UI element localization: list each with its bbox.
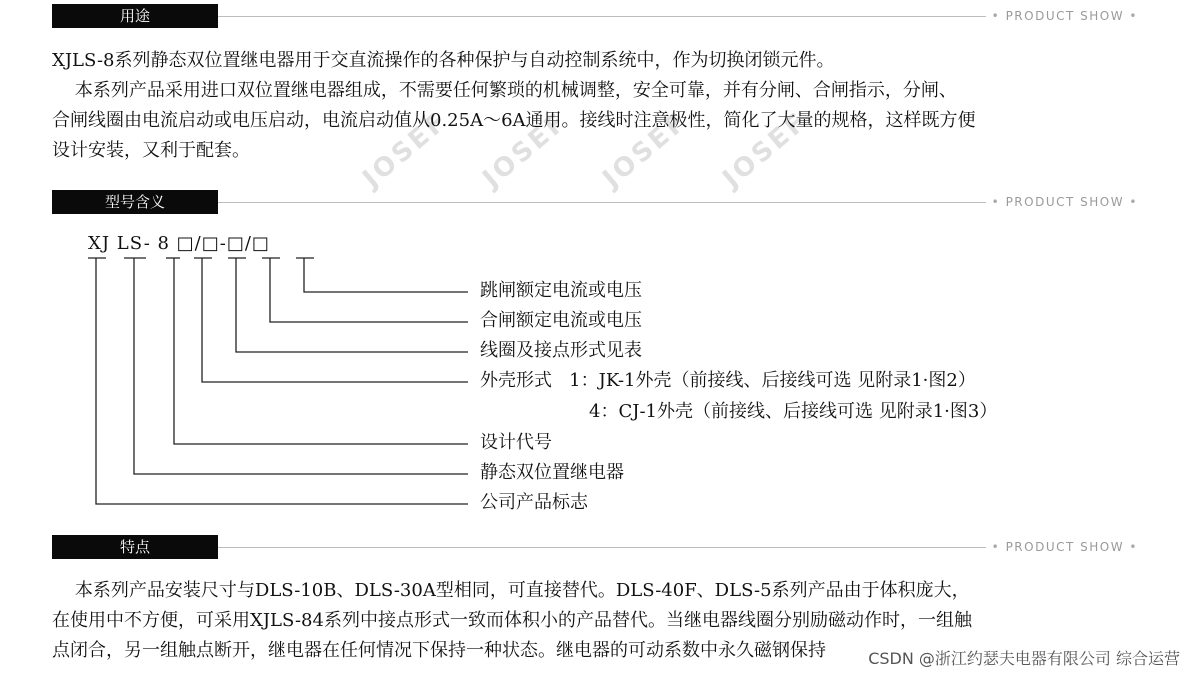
meaning-coil-contact: 线圈及接点形式见表 [480,340,642,361]
meaning-trip-rating: 跳闸额定电流或电压 [480,280,642,301]
meaning-close-rating: 合闸额定电流或电压 [480,310,642,331]
text-line: 设计安装，又利于配套。 [52,140,250,161]
text-line: XJLS-8系列静态双位置继电器用于交直流操作的各种保护与自动控制系统中，作为切换闭锁元件。 [52,50,835,71]
section-title-model: 型号含义 [52,190,218,214]
meaning-relay-type: 静态双位置继电器 [480,462,624,483]
meaning-housing-type: 外壳形式 1：JK-1外壳（前接线、后接线可选 见附录1·图2） [480,370,976,391]
text-line: 本系列产品采用进口双位置继电器组成，不需要任何繁琐的机械调整，安全可靠，并有分闸、合闸指示，分闸、 [52,80,957,101]
product-show-tag: • PRODUCT SHOW • [986,195,1142,209]
text-line: 点闭合，另一组触点断开，继电器在任何情况下保持一种状态。继电器的可动系数中永久磁钢保持 [52,640,826,661]
watermark-logo: JOSEF [597,106,694,194]
watermark-logo: JOSEF [357,106,454,194]
dot-icon: • [1124,9,1138,23]
meaning-housing-type-alt: 4：CJ-1外壳（前接线、后接线可选 见附录1·图3） [589,401,998,422]
text-line: 在使用中不方便，可采用XJLS-84系列中接点形式一致而体积小的产品替代。当继电器线圈分别励磁动作时，一组触 [52,610,972,631]
product-show-tag: • PRODUCT SHOW • [986,540,1142,554]
text-line: 合闸线圈由电流启动或电压启动，电流启动值从0.25A～6A通用。接线时注意极性，简化了大量的规格，这样既方便 [52,110,976,131]
section-title-usage: 用途 [52,4,218,28]
meaning-design-code: 设计代号 [480,432,552,453]
dot-icon: • [991,540,1006,554]
dot-icon: • [1124,195,1138,209]
section-title-features: 特点 [52,535,218,559]
model-code: XJ LS- 8 □/□-□/□ [88,233,270,254]
product-show-tag: • PRODUCT SHOW • [986,9,1142,23]
meaning-company-mark: 公司产品标志 [480,492,588,513]
text-line: 本系列产品安装尺寸与DLS-10B、DLS-30A型相同，可直接替代。DLS-40F、DLS-5系列产品由于体积庞大， [52,580,970,601]
watermark-logo: JOSEF [477,106,574,194]
watermark-logo: JOSEF [717,106,814,194]
dot-icon: • [1124,540,1138,554]
dot-icon: • [991,9,1006,23]
csdn-watermark: CSDN @浙江约瑟夫电器有限公司 综合运营 [868,649,1180,668]
section-header-features [52,535,1142,559]
dot-icon: • [991,195,1006,209]
